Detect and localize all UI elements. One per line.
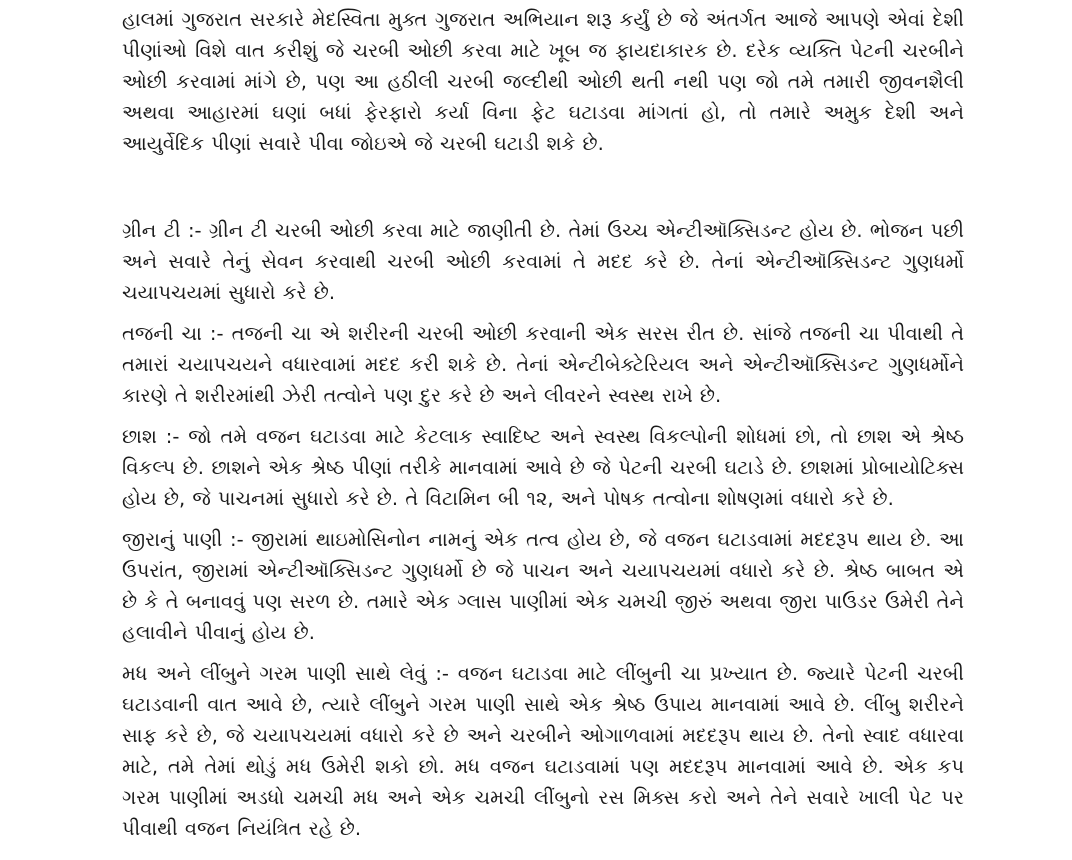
intro-paragraph: હાલમાં ગુજરાત સરકારે મેદસ્વિતા મુક્ત ગુજરાત અભિયાન શરૂ કર્યું છે જે અંતર્ગત આજે આપણે એવાં દેશી પીણાંઓ વિશે વાત કરીશું જે ચરબી ઓછી કરવા માટે ખૂબ જ ફાયદાકારક છે. દરેક વ્યક્તિ પેટની ચરબીને ઓછી કરવામાં માંગે છે, પણ આ હઠીલી ચરબી જલ્દીથી ઓછી થતી નથી પણ જો તમે તમારી જીવનશૈલી અથવા આહારમાં ઘણાં બધાં ફેરફારો કર્યા વિના ફેટ ઘટાડવા માંગતાં હો, તો તમારે અમુક દેશી અને આયુર્વેદિક પીણાં સવારે પીવા જોઇએ જે ચરબી ઘટાડી શકે છે. [122, 8, 964, 155]
cinnamon-tea-paragraph: તજની ચા :- તજની ચા એ શરીરની ચરબી ઓછી કરવાની એક સરસ રીત છે. સાંજે તજની ચા પીવાથી તે તમારાં ચયાપચયને વધારવામાં મદદ કરી શકે છે. તેનાં એન્ટીબેક્ટેરિયલ અને એન્ટીઑક્સિડન્ટ ગુણધર્મોને કારણે તે શરીરમાંથી ઝેરી તત્વોને પણ દુર કરે છે અને લીવરને સ્વસ્થ રાખે છે. [122, 322, 964, 407]
buttermilk-paragraph: છાશ :- જો તમે વજન ઘટાડવા માટે કેટલાક સ્વાદિષ્ટ અને સ્વસ્થ વિકલ્પોની શોધમાં છો, તો છાશ એ શ્રેષ્ઠ વિકલ્પ છે. છાશને એક શ્રેષ્ઠ પીણાં તરીકે માનવામાં આવે છે જે પેટની ચરબી ઘટાડે છે. છાશમાં પ્રોબાયોટિક્સ હોય છે, જે પાચનમાં સુધારો કરે છે. તે વિટામિન બી ૧૨, અને પોષક તત્વોના શોષણમાં વધારો કરે છે. [122, 425, 964, 510]
cumin-water-paragraph: જીરાનું પાણી :- જીરામાં થાઇમોસિનોન નામનું એક તત્વ હોય છે, જે વજન ઘટાડવામાં મદદરૂપ થાય છે. આ ઉપરાંત, જીરામાં એન્ટીઑક્સિડન્ટ ગુણધર્મો છે જે પાચન અને ચયાપચયમાં વધારો કરે છે. શ્રેષ્ઠ બાબત એ છે કે તે બનાવવું પણ સરળ છે. તમારે એક ગ્લાસ પાણીમાં એક ચમચી જીરું અથવા જીરા પાઉડર ઉમેરી તેને હલાવીને પીવાનું હોય છે. [122, 528, 964, 644]
honey-lemon-paragraph: મધ અને લીંબુને ગરમ પાણી સાથે લેવું :- વજન ઘટાડવા માટે લીંબુની ચા પ્રખ્યાત છે. જ્યારે પેટની ચરબી ઘટાડવાની વાત આવે છે, ત્યારે લીંબુને ગરમ પાણી સાથે એક શ્રેષ્ઠ ઉપાય માનવામાં આવે છે. લીંબુ શરીરને સાફ કરે છે, જે ચયાપચયમાં વધારો કરે છે અને ચરબીને ઓગાળવામાં મદદરૂપ થાય છે. તેનો સ્વાદ વધારવા માટે, તમે તેમાં થોડું મધ ઉમેરી શકો છો. મધ વજન ઘટાડવામાં પણ મદદરૂપ માનવામાં આવે છે. એક કપ ગરમ પાણીમાં અડધો ચમચી મધ અને એક ચમચી લીંબુનો રસ મિક્સ કરો અને તેને સવારે ખાલી પેટ પર પીવાથી વજન નિયંત્રિત રહે છે. [122, 662, 964, 840]
green-tea-paragraph: ગ્રીન ટી :- ગ્રીન ટી ચરબી ઓછી કરવા માટે જાણીતી છે. તેમાં ઉચ્ચ એન્ટીઑક્સિડન્ટ હોય છે. ભોજન પછી અને સવારે તેનું સેવન કરવાથી ચરબી ઓછી કરવામાં તે મદદ કરે છે. તેનાં એન્ટીઑક્સિડન્ટ ગુણધર્મો ચયાપચયમાં સુધારો કરે છે. [122, 219, 964, 304]
document-body [122, 4, 964, 854]
